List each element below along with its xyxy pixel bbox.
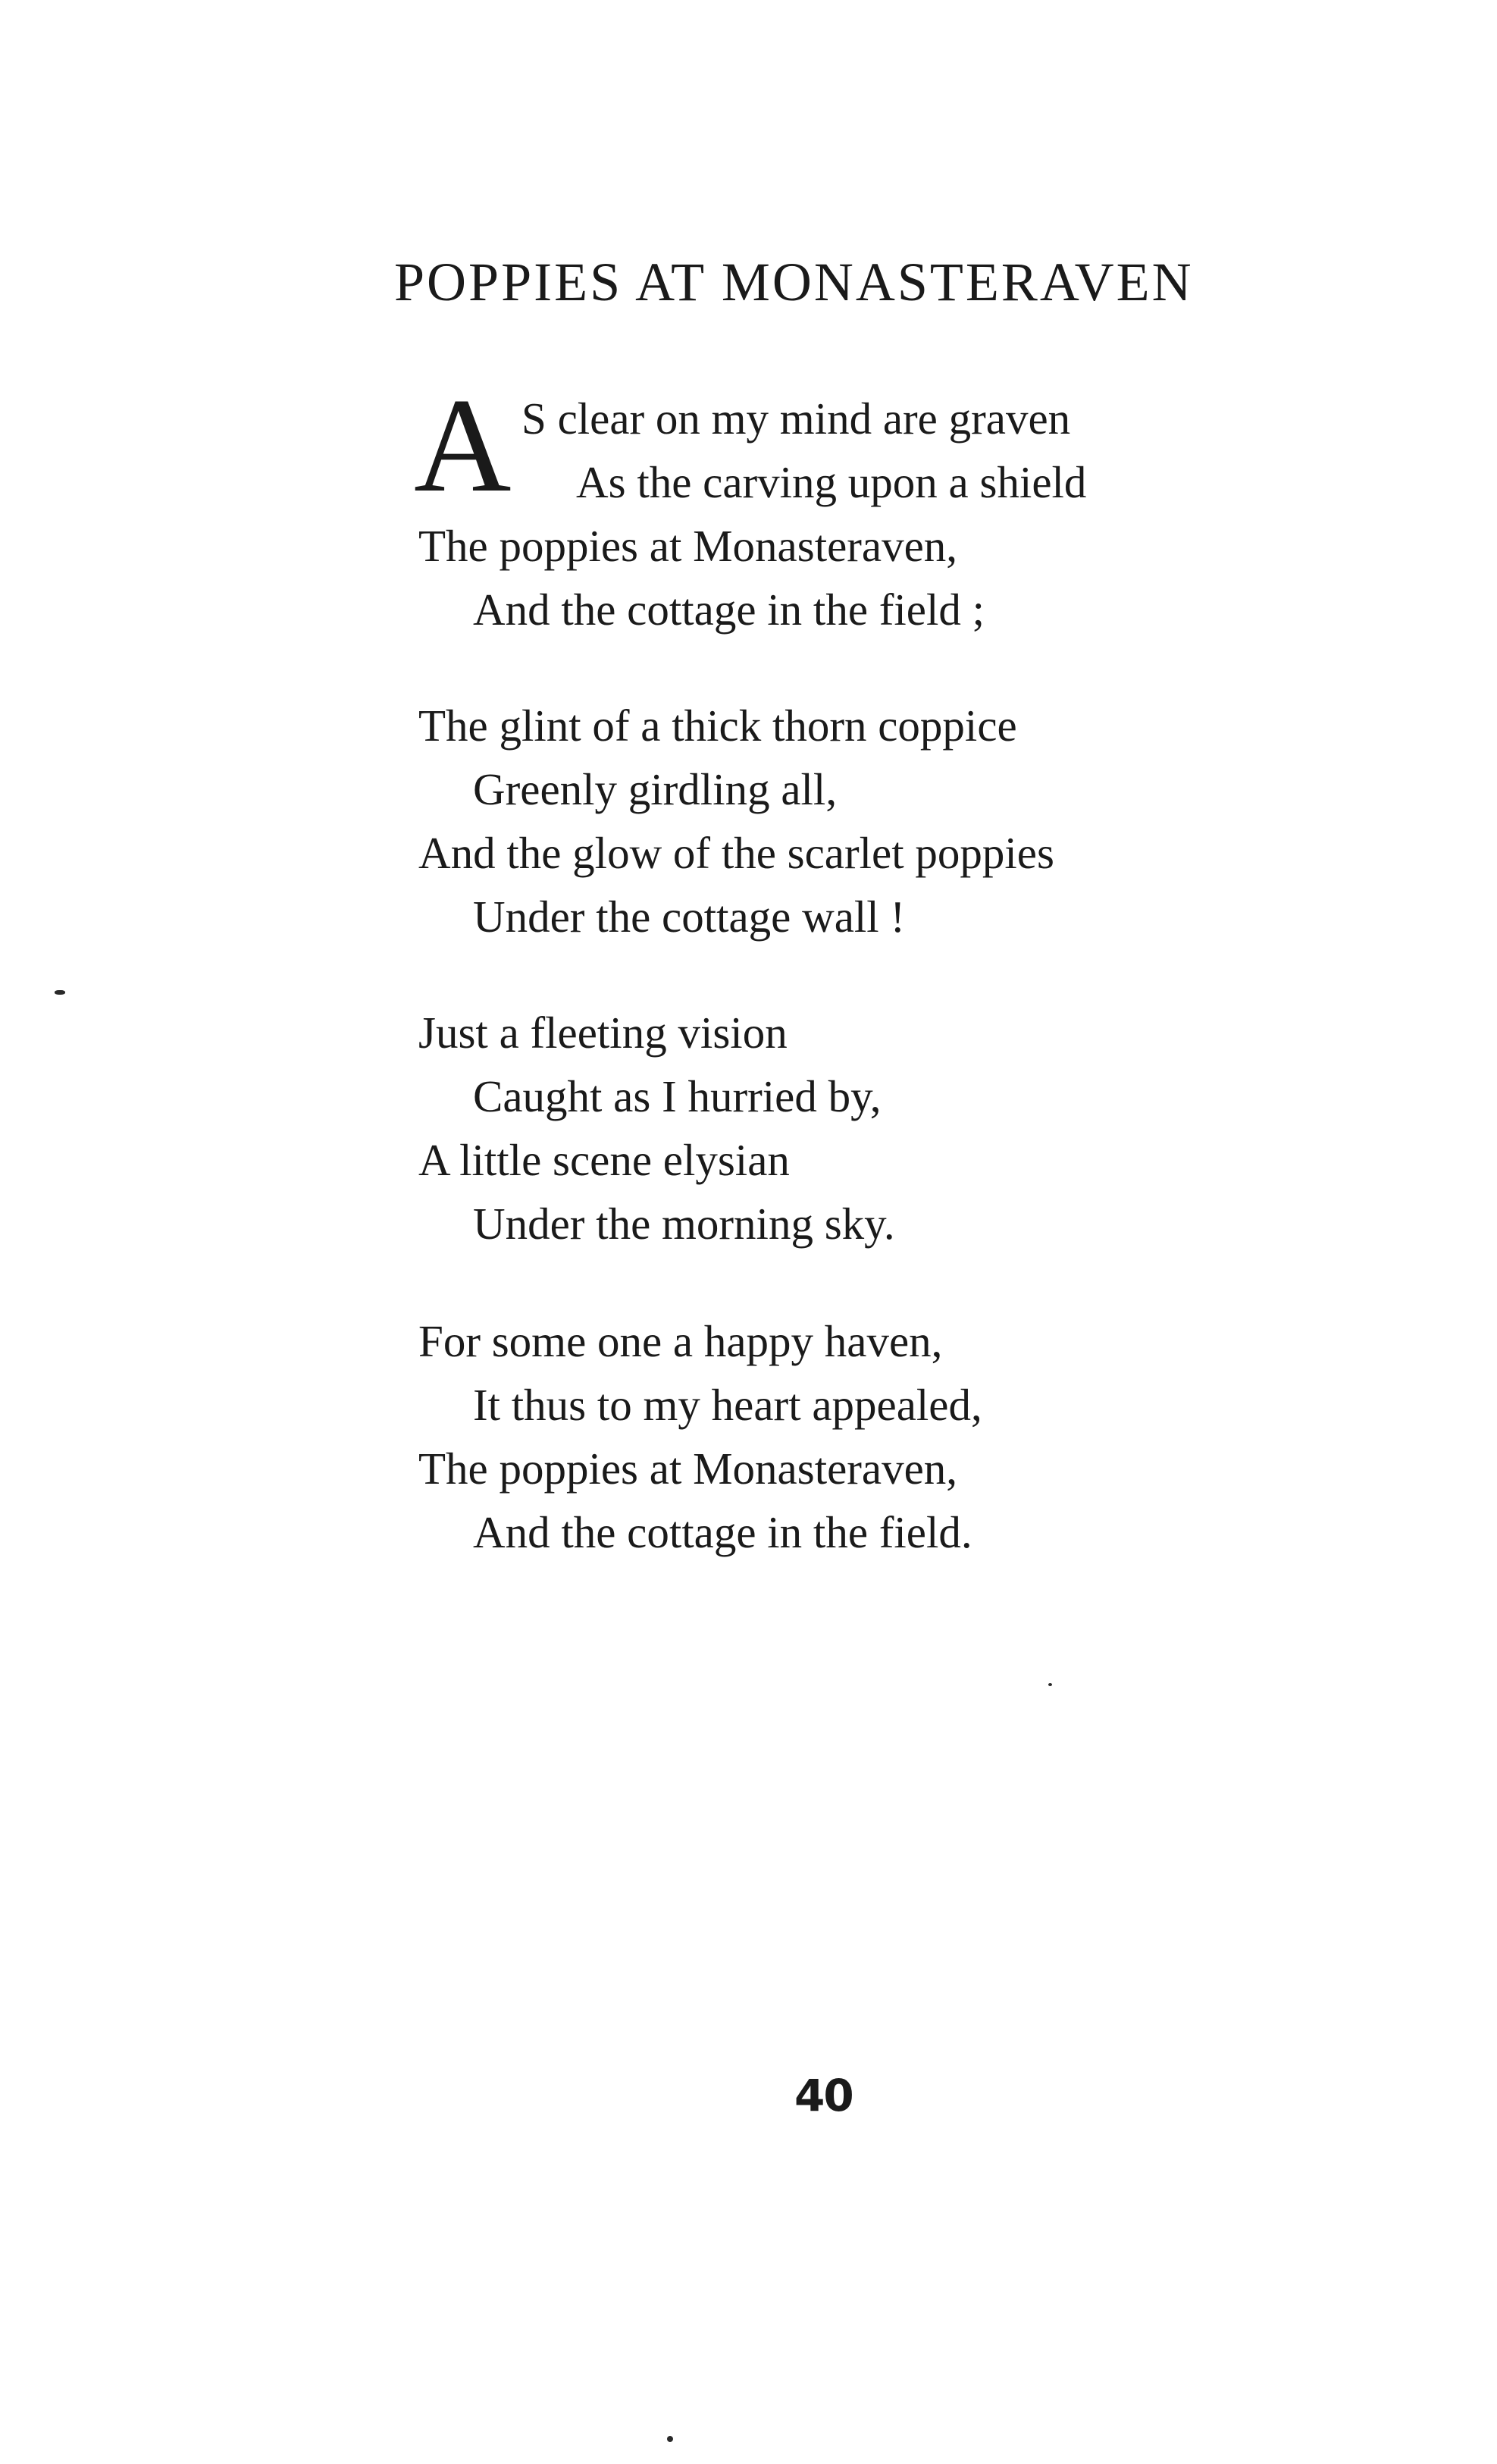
scan-speck: [55, 990, 65, 995]
stanza-4: [418, 1309, 1252, 1564]
poem-line-2-2: Greenly girdling all,: [473, 764, 838, 814]
poem-line-3-3: A little scene elysian: [418, 1135, 790, 1185]
stanza-3: [418, 1001, 1252, 1256]
poem-line-3-2: Caught as I hurried by,: [473, 1071, 882, 1121]
poem-line-text: S clear on my mind are graven: [521, 393, 1071, 444]
poem-line-2-3: And the glow of the scarlet poppies: [418, 828, 1054, 878]
poem-line-3-4: Under the morning sky.: [473, 1199, 895, 1249]
poem-line-2-1: The glint of a thick thorn coppice: [418, 701, 1017, 751]
scan-speck: [1048, 1683, 1052, 1686]
poem-line-3-1: Just a fleeting vision: [418, 1008, 788, 1058]
poem-line-4-4: And the cottage in the field.: [473, 1507, 972, 1557]
poem-line-4-1: For some one a happy haven,: [418, 1316, 943, 1366]
poem-title: POPPIES AT MONASTERAVEN: [394, 252, 1194, 312]
drop-cap: A: [414, 370, 512, 520]
poem-line-2-4: Under the cottage wall !: [473, 892, 906, 942]
scan-speck: [667, 2436, 673, 2442]
stanza-1: [414, 370, 1252, 641]
poem-line-4-3: The poppies at Monasteraven,: [418, 1444, 958, 1494]
poem-line-1-2: As the carving upon a shield: [576, 457, 1087, 507]
poem-line-4-2: It thus to my heart appealed,: [473, 1380, 982, 1430]
poem-line-1-3: The poppies at Monasteraven,: [418, 521, 958, 571]
page-number: 40: [794, 2070, 853, 2121]
stanza-2: [418, 694, 1252, 948]
poem-line-1-4: And the cottage in the field ;: [473, 585, 985, 635]
